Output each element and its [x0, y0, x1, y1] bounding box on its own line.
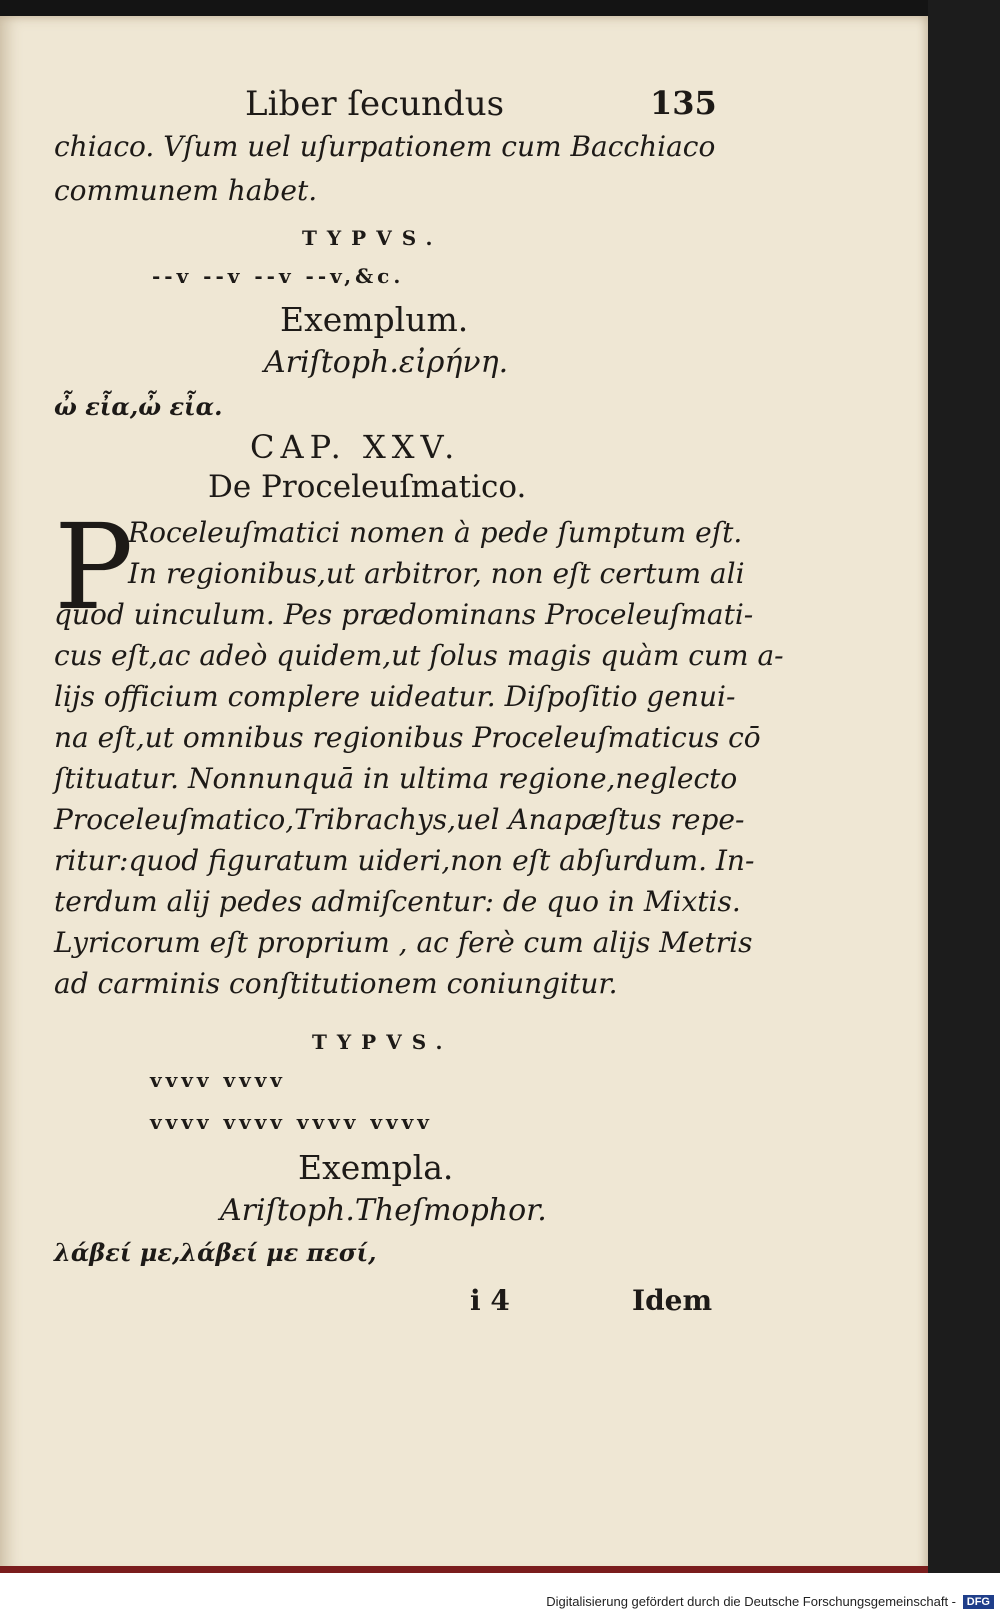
text-line: na eſt,ut omnibus regionibus Proceleuſmaticus cō: [54, 721, 761, 754]
dfg-logo: DFG: [963, 1595, 994, 1609]
signature-mark: i 4: [470, 1284, 510, 1317]
typus-label: TYPVS.: [302, 226, 443, 250]
example-source: Ariſtoph.Theſmophor.: [220, 1193, 547, 1228]
chapter-number: CAP. XXV.: [250, 428, 461, 466]
catchword: Idem: [632, 1284, 713, 1317]
meter-scheme: --v --v --v --v,&c.: [152, 264, 405, 288]
digitization-notice: Digitalisierung gefördert durch die Deutsche Forschungsgemeinschaft -: [546, 1594, 956, 1609]
text-line: ſtituatur. Nonnunquā in ultima regione,neglecto: [54, 762, 738, 795]
text-line: In regionibus,ut arbitror, non eſt certum ali: [128, 557, 745, 590]
running-head: Liber ſecundus: [245, 84, 505, 124]
text-line: quod uinculum. Pes prædominans Proceleuſmati-: [54, 598, 754, 631]
example-source: Ariſtoph.εἰρήνη.: [264, 345, 509, 380]
typus-label: TYPVS.: [312, 1030, 453, 1054]
book-page: [0, 16, 928, 1576]
text-line: communem habet.: [54, 174, 318, 207]
meter-scheme: vvvv vvvv vvvv vvvv: [150, 1110, 433, 1134]
scan-border-right: [928, 0, 1000, 1617]
text-line: Roceleuſmatici nomen à pede ſumptum eſt.: [128, 516, 743, 549]
greek-quote: λάβεί με,λάβεί με πεσί,: [54, 1238, 377, 1267]
text-line: terdum alij pedes admiſcentur: de quo in Mixtis.: [54, 885, 741, 918]
chapter-title: De Proceleuſmatico.: [208, 469, 527, 505]
text-line: lijs officium complere uideatur. Diſpoſitio genui-: [54, 680, 736, 713]
text-line: ad carminis conſtitutionem coniungitur.: [54, 967, 618, 1000]
meter-scheme: vvvv vvvv: [150, 1068, 286, 1092]
greek-quote: ὦ εἶα,ὦ εἶα.: [54, 392, 223, 421]
text-line: ritur:quod figuratum uideri,non eſt abſurdum. In-: [54, 844, 755, 877]
exemplum-heading: Exemplum.: [280, 300, 469, 339]
text-line: Lyricorum eſt proprium , ac ferè cum alijs Metris: [54, 926, 753, 959]
drop-capital: P: [54, 498, 134, 636]
text-line: cus eſt,ac adeò quidem,ut ſolus magis quàm cum a-: [54, 639, 784, 672]
page-number: 135: [650, 84, 717, 122]
text-line: chiaco. Vſum uel uſurpationem cum Bacchiaco: [54, 130, 716, 163]
exemplum-heading: Exempla.: [298, 1148, 454, 1187]
text-line: Proceleuſmatico,Tribrachys,uel Anapæſtus repe-: [54, 803, 745, 836]
